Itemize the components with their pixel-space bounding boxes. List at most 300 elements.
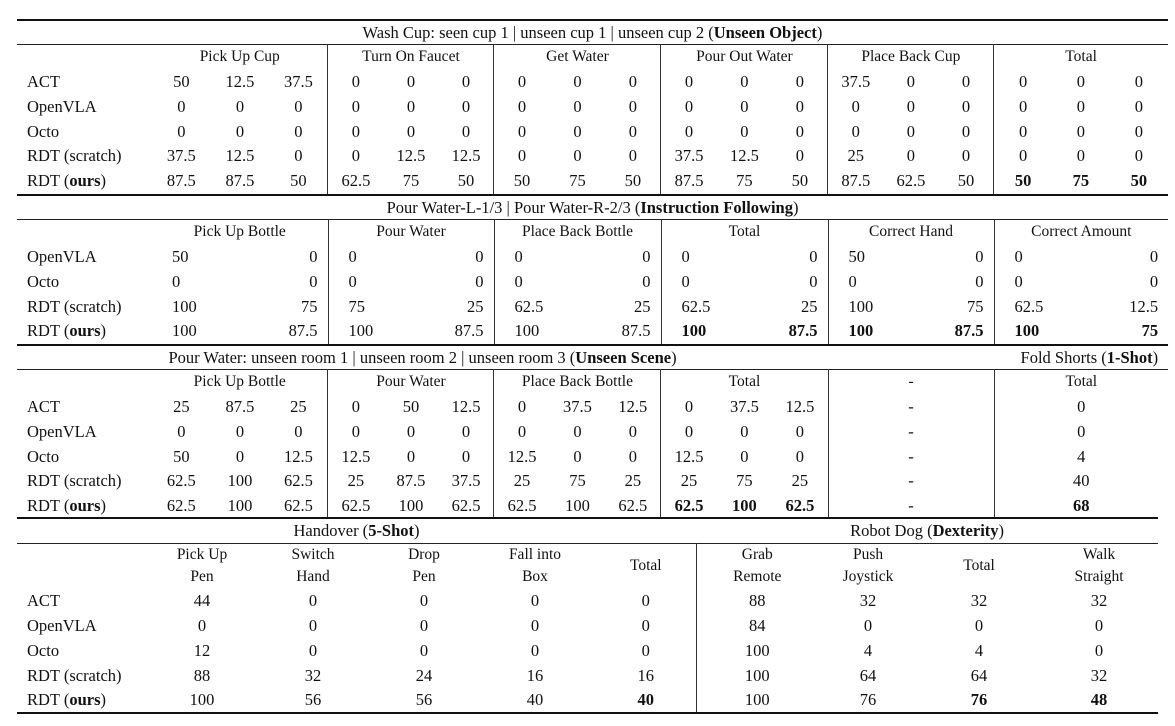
method-label: ACT xyxy=(27,71,60,91)
group-header xyxy=(474,543,596,589)
value-cell: 25 xyxy=(801,296,818,316)
value-cell: 75 xyxy=(569,471,586,491)
group-header: Place Back Bottle xyxy=(494,370,661,395)
value-cell: 0 xyxy=(974,616,984,636)
value-cell: 12 xyxy=(193,640,211,660)
value-cell: 0 xyxy=(994,245,1081,270)
table-row xyxy=(17,294,1168,319)
table-row xyxy=(17,169,1168,194)
group-header: Pick Up Bottle xyxy=(193,223,286,241)
value-cell: 62.5 xyxy=(451,496,481,516)
table-row xyxy=(17,245,1168,270)
value-cell: 0 xyxy=(961,121,971,141)
value-cell: 75 xyxy=(301,296,318,316)
value-cell: 100 xyxy=(328,319,411,344)
value-cell: 0 xyxy=(863,616,873,636)
value-cell: 87.5 xyxy=(828,169,883,194)
value-cell: 62.5 xyxy=(494,494,550,519)
results-section-cup xyxy=(17,19,1168,194)
value-cell: 40 xyxy=(526,690,544,710)
value-cell: 0 xyxy=(294,421,303,441)
value-cell: 50 xyxy=(828,245,911,270)
section-title-pre: Handover ( xyxy=(293,520,369,540)
method-name xyxy=(17,294,152,319)
group-header-line: Box xyxy=(522,568,548,586)
value-cell: 0 xyxy=(795,421,804,441)
value-cell: 4 xyxy=(994,444,1168,469)
value-cell: 62.5 xyxy=(618,496,648,516)
group-header: Total xyxy=(994,45,1168,70)
value-cell: 0 xyxy=(795,96,804,116)
value-cell: 0 xyxy=(642,271,651,291)
section-title-pre: Pour Water-L-1/3 | Pour Water-R-2/3 ( xyxy=(386,197,641,217)
value-cell: 0 xyxy=(1076,71,1085,91)
value-cell: 87.5 xyxy=(396,471,426,491)
results-section-scene xyxy=(17,344,1168,519)
value-cell: 100 xyxy=(189,690,215,710)
value-cell: 12.5 xyxy=(618,396,648,416)
value-cell: 12.5 xyxy=(785,396,815,416)
value-cell: 87.5 xyxy=(166,171,196,191)
value-cell: 37.5 xyxy=(729,396,759,416)
group-header: Total xyxy=(661,370,828,395)
section-title xyxy=(17,20,1168,45)
results-section-water xyxy=(17,194,1168,344)
table-row xyxy=(17,70,1168,95)
value-cell: 50 xyxy=(173,446,190,466)
value-cell: 25 xyxy=(328,469,383,494)
value-cell: 75 xyxy=(736,171,753,191)
value-cell: 37.5 xyxy=(661,144,717,169)
value-cell: 0 xyxy=(961,146,971,166)
value-cell: 0 xyxy=(573,446,582,466)
table-row xyxy=(17,589,1158,614)
value-cell: - xyxy=(828,395,994,420)
value-cell: 64 xyxy=(970,665,988,685)
method-label: OpenVLA xyxy=(27,421,97,441)
section-title-post: ) xyxy=(671,347,677,367)
section-title-row xyxy=(17,345,1168,370)
value-cell: 0 xyxy=(1094,640,1104,660)
value-cell xyxy=(994,319,1081,344)
group-header-line: Remote xyxy=(733,568,782,586)
value-cell: 0 xyxy=(309,246,318,266)
value-cell: 0 xyxy=(294,146,303,166)
table-row xyxy=(17,614,1158,639)
table-row xyxy=(17,395,1168,420)
value-cell: 0 xyxy=(475,246,484,266)
value-cell: 0 xyxy=(328,269,411,294)
value-cell: 12.5 xyxy=(225,71,255,91)
value-cell xyxy=(1081,319,1168,344)
value-cell: 25 xyxy=(828,144,883,169)
value-cell: 0 xyxy=(172,271,181,291)
method-name xyxy=(17,494,152,519)
value-cell: 0 xyxy=(419,616,429,636)
group-header: Pour Water xyxy=(328,370,494,395)
value-cell: 0 xyxy=(294,121,303,141)
method-name xyxy=(17,688,152,713)
value-cell: 0 xyxy=(661,395,717,420)
table-row xyxy=(17,419,1168,444)
group-header: - xyxy=(828,370,994,395)
section-title-pre: Robot Dog ( xyxy=(850,520,933,540)
value-cell: 0 xyxy=(406,96,416,116)
value-cell: 37.5 xyxy=(166,146,196,166)
method-label: RDT ( xyxy=(27,321,70,341)
value-cell: 0 xyxy=(494,419,550,444)
group-header-row xyxy=(17,220,1168,245)
value-cell: 25 xyxy=(624,471,642,491)
section-title-post: ) xyxy=(414,520,420,540)
value-cell: 0 xyxy=(961,96,971,116)
value-cell: 0 xyxy=(530,640,540,660)
value-cell: 0 xyxy=(419,640,429,660)
best-value: 100 xyxy=(681,321,707,341)
value-cell: 0 xyxy=(308,640,318,660)
method-label: RDT ( xyxy=(27,171,70,191)
value-cell: 62.5 xyxy=(661,294,745,319)
value-cell: 0 xyxy=(661,94,717,119)
section-title-bold: Unseen Object xyxy=(713,22,817,42)
value-cell: 0 xyxy=(809,246,818,266)
value-cell: 100 xyxy=(696,663,818,688)
value-cell: 62.5 xyxy=(283,496,313,516)
value-cell: 75 xyxy=(328,294,411,319)
value-cell xyxy=(828,319,911,344)
method-label: RDT (scratch) xyxy=(27,296,122,316)
value-cell: 50 xyxy=(290,171,307,191)
value-cell: 12.5 xyxy=(451,146,481,166)
value-cell: 0 xyxy=(197,616,207,636)
value-cell: 75 xyxy=(967,296,984,316)
group-header xyxy=(152,543,252,589)
value-cell: 0 xyxy=(530,616,540,636)
group-header: Pick Up Cup xyxy=(199,48,280,66)
value-cell: 32 xyxy=(304,665,322,685)
group-header: Turn On Faucet xyxy=(328,45,494,70)
method-label-close: ) xyxy=(100,690,106,710)
group-header xyxy=(1040,543,1158,589)
group-header: Pour Water xyxy=(328,220,494,245)
value-cell: 64 xyxy=(859,665,877,685)
value-cell: 0 xyxy=(494,144,550,169)
group-header-line: Push xyxy=(852,546,884,564)
value-cell: 0 xyxy=(406,421,416,441)
method-name xyxy=(17,119,152,144)
section-title-right xyxy=(828,345,1168,370)
section-title-pre: Wash Cup: seen cup 1 | unseen cup 1 | unseen cup 2 ( xyxy=(362,22,714,42)
method-name xyxy=(17,639,152,664)
value-cell xyxy=(717,494,773,519)
method-name xyxy=(17,245,152,270)
value-cell: 0 xyxy=(828,94,883,119)
value-cell: 50 xyxy=(791,171,809,191)
value-cell: 0 xyxy=(1149,246,1159,266)
group-header-line: Fall into xyxy=(508,546,562,564)
value-cell: 0 xyxy=(328,419,383,444)
group-header-line: Switch xyxy=(291,546,335,564)
value-cell: 0 xyxy=(308,616,318,636)
value-cell: 0 xyxy=(573,421,582,441)
method-name xyxy=(17,144,152,169)
blank-cell xyxy=(17,220,152,245)
value-cell: 0 xyxy=(628,121,637,141)
value-cell: 0 xyxy=(494,245,578,270)
method-name xyxy=(17,319,152,344)
section-title xyxy=(17,195,1168,220)
method-label: OpenVLA xyxy=(27,246,97,266)
method-name xyxy=(17,663,152,688)
value-cell: 0 xyxy=(573,96,582,116)
method-name xyxy=(17,614,152,639)
value-cell: 12.5 xyxy=(1129,296,1159,316)
value-cell: 62.5 xyxy=(166,496,196,516)
group-header-line: Pen xyxy=(190,568,214,586)
value-cell: 0 xyxy=(530,591,540,611)
section-title-post: ) xyxy=(816,22,823,42)
value-cell xyxy=(918,688,1040,713)
method-name xyxy=(17,419,152,444)
method-label: RDT (scratch) xyxy=(27,146,122,166)
value-cell: 0 xyxy=(328,119,383,144)
method-name xyxy=(17,589,152,614)
method-label: RDT ( xyxy=(27,496,70,516)
section-title-post: ) xyxy=(792,197,799,217)
value-cell: 0 xyxy=(975,246,984,266)
method-label: OpenVLA xyxy=(27,96,97,116)
value-cell: 0 xyxy=(961,71,971,91)
best-value: 50 xyxy=(1130,171,1148,191)
value-cell: 84 xyxy=(696,614,818,639)
value-cell: 62.5 xyxy=(328,494,383,519)
method-label: Octo xyxy=(27,640,60,660)
group-header xyxy=(918,543,1040,589)
section-title-row xyxy=(17,518,1158,543)
value-cell: 0 xyxy=(177,121,186,141)
group-header xyxy=(696,543,818,589)
value-cell: 0 xyxy=(573,121,582,141)
value-cell: 0 xyxy=(740,96,749,116)
value-cell: 0 xyxy=(1134,146,1143,166)
best-value: 48 xyxy=(1090,690,1108,710)
value-cell: 75 xyxy=(402,171,420,191)
value-cell: 0 xyxy=(235,121,245,141)
table-row xyxy=(17,639,1158,664)
group-header-line: Pen xyxy=(412,568,436,586)
value-cell: 0 xyxy=(494,395,550,420)
value-cell: 0 xyxy=(328,245,411,270)
value-cell: 37.5 xyxy=(828,70,883,95)
method-name xyxy=(17,94,152,119)
value-cell: 0 xyxy=(419,591,429,611)
value-cell: 0 xyxy=(494,119,550,144)
value-cell: - xyxy=(828,494,994,519)
value-cell: 0 xyxy=(661,269,745,294)
value-cell: 0 xyxy=(906,146,915,166)
value-cell: 32 xyxy=(859,591,877,611)
value-cell: 100 xyxy=(494,319,578,344)
best-value: 100 xyxy=(848,321,874,341)
value-cell: 0 xyxy=(994,419,1168,444)
value-cell: 62.5 xyxy=(494,294,578,319)
value-cell: 0 xyxy=(328,395,383,420)
value-cell: 0 xyxy=(642,246,651,266)
value-cell: 0 xyxy=(494,94,550,119)
table-row xyxy=(17,444,1168,469)
value-cell: 12.5 xyxy=(494,444,550,469)
section-title-bold: Instruction Following xyxy=(640,197,793,217)
value-cell: 12.5 xyxy=(661,444,717,469)
best-value: 75 xyxy=(1141,321,1159,341)
group-header-row xyxy=(17,370,1168,395)
value-cell: 0 xyxy=(1076,146,1085,166)
value-cell: 12.5 xyxy=(396,146,426,166)
best-value: 62.5 xyxy=(674,496,704,516)
group-header xyxy=(818,543,918,589)
value-cell: 0 xyxy=(328,70,383,95)
value-cell: 0 xyxy=(1134,71,1143,91)
group-header-line: Walk xyxy=(1082,546,1116,564)
value-cell: 0 xyxy=(661,70,717,95)
value-cell: 0 xyxy=(1094,616,1104,636)
value-cell: 0 xyxy=(328,94,383,119)
method-name xyxy=(17,469,152,494)
value-cell: 0 xyxy=(461,421,471,441)
best-value: 50 xyxy=(1014,171,1032,191)
table-row xyxy=(17,269,1168,294)
value-cell: 24 xyxy=(415,665,433,685)
value-cell: 100 xyxy=(696,639,818,664)
table-row xyxy=(17,469,1168,494)
value-cell: 0 xyxy=(740,71,749,91)
section-title xyxy=(17,518,696,543)
method-name xyxy=(17,70,152,95)
value-cell: 0 xyxy=(740,446,749,466)
section-title-bold: 1-Shot xyxy=(1106,347,1153,367)
group-header-line: Joystick xyxy=(842,568,894,586)
section-title-row xyxy=(17,195,1168,220)
value-cell: 0 xyxy=(461,96,471,116)
value-cell: 0 xyxy=(828,119,883,144)
value-cell: 56 xyxy=(415,690,433,710)
value-cell: 40 xyxy=(994,469,1168,494)
value-cell: 50 xyxy=(494,169,550,194)
best-value: 100 xyxy=(1014,321,1040,341)
method-label: Octo xyxy=(27,121,60,141)
value-cell: 87.5 xyxy=(661,169,717,194)
group-header xyxy=(252,543,374,589)
value-cell xyxy=(596,688,696,713)
method-label-bold: ours xyxy=(69,496,101,516)
value-cell: 0 xyxy=(906,71,915,91)
value-cell: 88 xyxy=(696,589,818,614)
value-cell: 0 xyxy=(1134,121,1143,141)
value-cell: 32 xyxy=(1090,591,1108,611)
value-cell: 0 xyxy=(795,121,804,141)
value-cell: 12.5 xyxy=(283,446,313,466)
method-name xyxy=(17,395,152,420)
value-cell: 0 xyxy=(661,419,717,444)
value-cell: - xyxy=(828,444,994,469)
table-row xyxy=(17,494,1168,519)
group-header: Pick Up Bottle xyxy=(193,373,286,391)
value-cell xyxy=(1052,169,1110,194)
section-title-row xyxy=(17,20,1168,45)
section-title-post: ) xyxy=(998,520,1005,540)
value-cell: 0 xyxy=(235,421,245,441)
value-cell: 37.5 xyxy=(451,471,481,491)
method-name xyxy=(17,444,152,469)
group-header: Correct Hand xyxy=(828,220,994,245)
group-header: Total xyxy=(661,220,828,245)
best-value: 87.5 xyxy=(788,321,818,341)
value-cell: 0 xyxy=(828,269,911,294)
group-header-line: Drop xyxy=(408,546,440,564)
value-cell: 0 xyxy=(795,146,804,166)
value-cell: 0 xyxy=(740,121,749,141)
best-value: 100 xyxy=(732,496,757,516)
value-cell: 44 xyxy=(193,591,211,611)
value-cell: 0 xyxy=(406,446,416,466)
section-title-pre: Pour Water: unseen room 1 | unseen room 2 | unseen room 3 ( xyxy=(168,347,576,367)
value-cell: 12.5 xyxy=(328,444,383,469)
value-cell: 25 xyxy=(791,471,809,491)
value-cell: 87.5 xyxy=(621,321,651,341)
group-header-line: Total xyxy=(963,557,995,575)
method-name xyxy=(17,169,152,194)
value-cell: 37.5 xyxy=(563,396,592,416)
value-cell: 0 xyxy=(573,146,582,166)
value-cell: 0 xyxy=(628,71,637,91)
group-header: Correct Amount xyxy=(994,220,1168,245)
method-label-bold: ours xyxy=(69,321,101,341)
value-cell: 0 xyxy=(235,446,245,466)
method-label: ACT xyxy=(27,396,60,416)
value-cell: 4 xyxy=(863,640,873,660)
section-title xyxy=(17,345,828,370)
group-header: Pour Out Water xyxy=(661,45,828,70)
best-value: 76 xyxy=(970,690,988,710)
value-cell: 0 xyxy=(994,70,1052,95)
value-cell: 0 xyxy=(661,119,717,144)
group-header-line: Straight xyxy=(1074,568,1124,586)
value-cell: 0 xyxy=(461,446,471,466)
value-cell: 100 xyxy=(828,294,911,319)
value-cell: 0 xyxy=(573,71,582,91)
group-header: Place Back Bottle xyxy=(494,220,661,245)
value-cell: 62.5 xyxy=(166,471,196,491)
value-cell: 0 xyxy=(628,96,637,116)
value-cell: 0 xyxy=(406,71,416,91)
method-label: Octo xyxy=(27,446,60,466)
value-cell: 0 xyxy=(994,144,1052,169)
value-cell xyxy=(745,319,829,344)
value-cell: 62.5 xyxy=(328,169,383,194)
group-header-line: Grab xyxy=(741,546,773,564)
group-header-line: Total xyxy=(629,557,662,575)
value-cell: 87.5 xyxy=(454,321,484,341)
value-cell: 0 xyxy=(628,421,637,441)
value-cell: 50 xyxy=(173,71,190,91)
value-cell: 0 xyxy=(641,616,650,636)
value-cell: 0 xyxy=(1076,121,1085,141)
best-value: 62.5 xyxy=(785,496,815,516)
blank-cell xyxy=(17,370,152,395)
value-cell: 16 xyxy=(637,665,655,685)
value-cell: 0 xyxy=(641,640,650,660)
value-cell: 32 xyxy=(970,591,988,611)
